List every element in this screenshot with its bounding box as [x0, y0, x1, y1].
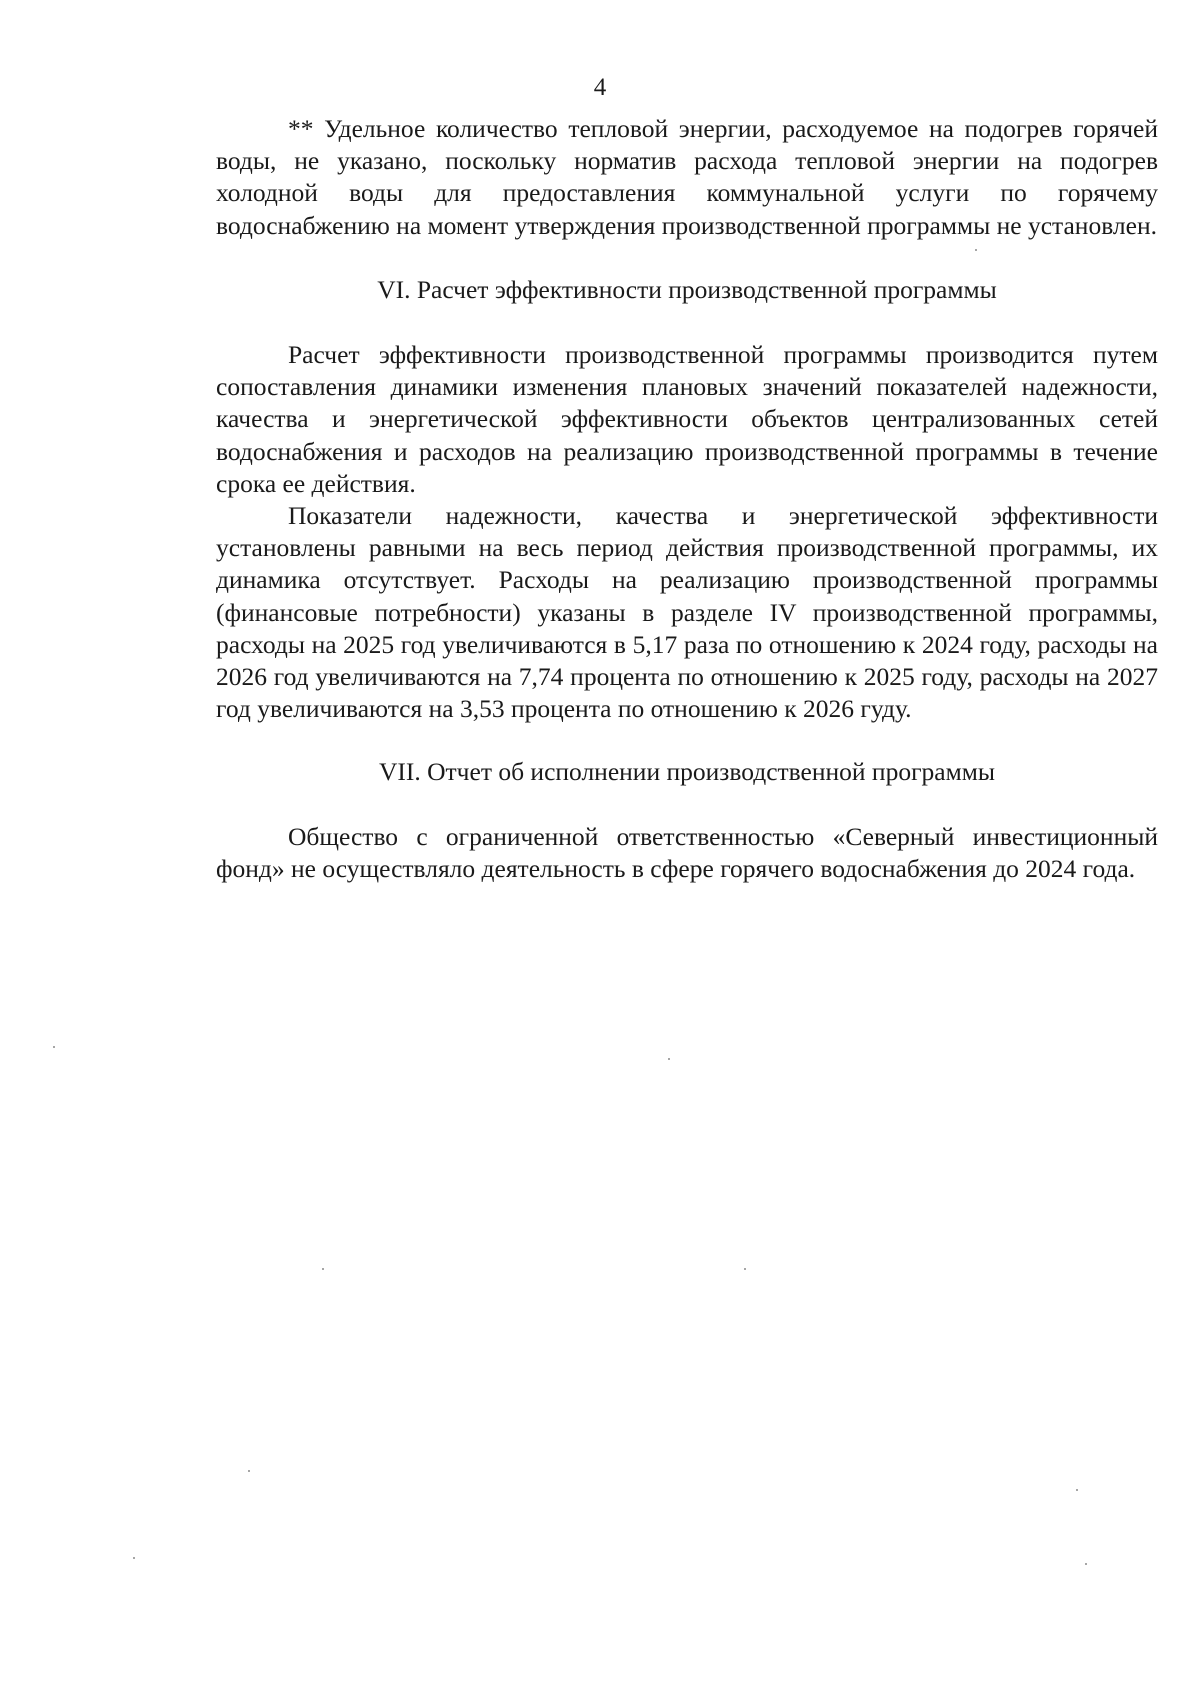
- spacer: [216, 789, 1158, 821]
- scan-speck: [975, 249, 977, 251]
- scan-speck: [133, 1557, 135, 1559]
- section-6-paragraph-1: Расчет эффективности производственной программы производится путем сопоставления динамики изменения плановых значений показателей надежности, качества и энергетической эффективности объектов централизованных сетей водоснабжения и расходов на реализацию производственной программы в течение срока ее действия.: [216, 340, 1158, 498]
- scan-speck: [322, 1268, 324, 1270]
- section-6-heading: VI. Расчет эффективности производственной программы: [377, 274, 997, 304]
- spacer: [216, 725, 1158, 756]
- scan-speck: [1085, 1563, 1087, 1565]
- page-number: 4: [593, 74, 607, 101]
- section-7-heading: VII. Отчет об исполнении производственной программы: [378, 757, 996, 787]
- scan-speck: [1076, 1489, 1078, 1491]
- section-6-paragraph-2: Показатели надежности, качества и энергетической эффективности установлены равными на весь период действия производственной программы, их динамика отсутствует. Расходы на реализацию производственной программы (финансовые потребности) указаны в разделе IV производственной программы, расходы на 2025 год увеличиваются в 5,17 раза по отношению к 2024 году, расходы на 2026 год увеличиваются на 7,74 процента по отношению к 2025 году, расходы на 2027 год увеличиваются на 3,53 процента по отношению к 2026 гуду.: [216, 501, 1158, 724]
- scan-speck: [744, 1268, 746, 1270]
- section-7-paragraph-1: Общество с ограниченной ответственностью «Северный инвестиционный фонд» не осуществляло деятельность в сфере горячего водоснабжения до 2024 года.: [216, 821, 1158, 883]
- scan-speck: [248, 1470, 250, 1472]
- spacer: [216, 242, 1158, 274]
- footnote-paragraph: ** Удельное количество тепловой энергии, расходуемое на подогрев горячей воды, не указано, поскольку норматив расхода тепловой энергии на подогрев холодной воды для предоставления коммунальной услуги по горячему водоснабжению на момент утверждения производственной программы не установлен.: [216, 114, 1158, 240]
- scan-speck: [53, 1046, 55, 1048]
- document-body: [216, 113, 1158, 885]
- scan-speck: [668, 1058, 670, 1060]
- spacer: [216, 306, 1158, 339]
